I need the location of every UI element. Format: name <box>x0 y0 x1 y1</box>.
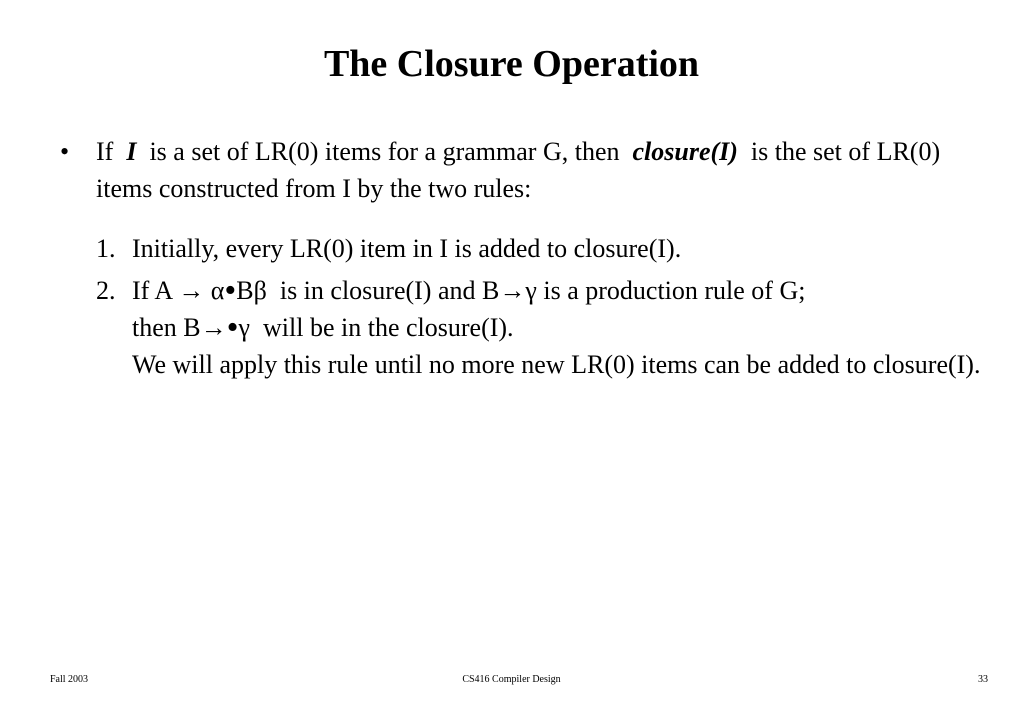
rule-2-will-be: will be in the closure(I). <box>263 313 514 342</box>
item-dot: • <box>226 309 239 346</box>
rule-2-in-closure: is in closure(I) and B <box>279 276 500 305</box>
rule-2-line-3: We will apply this rule until no more new LR(0) items can be added to closure(I). <box>132 350 981 379</box>
rule-2-number: 2. <box>96 276 116 305</box>
bullet-text <box>96 133 976 207</box>
rule-1-number: 1. <box>96 234 116 263</box>
rule-1-text: Initially, every LR(0) item in I is added to closure(I). <box>132 234 682 263</box>
rule-2-if-a: If A <box>132 276 172 305</box>
slide-title: The Closure Operation <box>323 43 700 85</box>
footer-page-number: 33 <box>978 674 988 685</box>
bullet-mid: is a set of LR(0) items for a grammar G, then <box>149 137 620 166</box>
arrow-symbol: → <box>178 276 205 305</box>
b-beta-symbols: Bβ <box>236 276 267 305</box>
gamma-symbol: γ <box>525 276 537 305</box>
item-dot: • <box>224 272 237 309</box>
rule-2-line-2 <box>132 309 992 346</box>
bullet-marker: • <box>60 137 70 166</box>
footer-course: CS416 Compiler Design <box>462 674 561 685</box>
rule-2-body <box>132 272 992 383</box>
rule-2-then-b: then B <box>132 313 201 342</box>
bullet-closure-term: closure(I) <box>632 137 738 166</box>
bullet-item-set-i: I <box>126 137 137 166</box>
arrow-symbol: → <box>200 313 227 342</box>
alpha-symbol: α <box>210 276 225 305</box>
gamma-symbol: γ <box>238 313 251 342</box>
arrow-symbol: → <box>499 276 526 305</box>
bullet-if: If <box>96 137 114 166</box>
rule-2-production: is a production rule of G; <box>543 276 806 305</box>
bullet-end: is the set of LR(0) items constructed from I by the two rules: <box>96 137 941 203</box>
rule-2-line-1 <box>132 272 992 309</box>
footer-date: Fall 2003 <box>50 674 89 685</box>
